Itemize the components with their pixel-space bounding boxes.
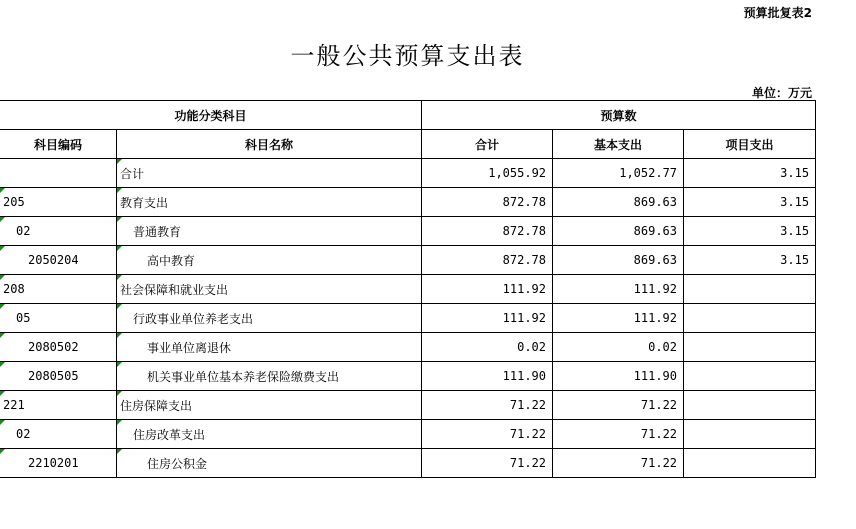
- header-function-category: 功能分类科目: [0, 101, 422, 130]
- project-expenditure-cell: [684, 362, 816, 391]
- project-expenditure-cell: 3.15: [684, 246, 816, 275]
- total-cell: 872.78: [422, 246, 553, 275]
- total-cell: 71.22: [422, 420, 553, 449]
- basic-expenditure-cell: 869.63: [553, 217, 684, 246]
- subject-name-cell: 机关事业单位基本养老保险缴费支出: [117, 362, 422, 391]
- subject-name-cell: 住房保障支出: [117, 391, 422, 420]
- basic-expenditure-cell: 869.63: [553, 246, 684, 275]
- form-number-label: 预算批复表2: [743, 6, 812, 20]
- project-expenditure-cell: 3.15: [684, 159, 816, 188]
- subject-name-cell: 事业单位离退休: [117, 333, 422, 362]
- project-expenditure-cell: [684, 449, 816, 478]
- subject-name-cell: 住房公积金: [117, 449, 422, 478]
- page-title: 一般公共预算支出表: [290, 42, 525, 70]
- subject-name-cell: 行政事业单位养老支出: [117, 304, 422, 333]
- subject-code-cell: 208: [0, 275, 117, 304]
- header-column-row: [0, 130, 816, 159]
- table-row: [0, 391, 816, 420]
- table-row: [0, 449, 816, 478]
- basic-expenditure-cell: 71.22: [553, 449, 684, 478]
- project-expenditure-cell: [684, 333, 816, 362]
- basic-expenditure-cell: 111.92: [553, 304, 684, 333]
- table-row: [0, 275, 816, 304]
- project-expenditure-cell: 3.15: [684, 188, 816, 217]
- basic-expenditure-cell: 71.22: [553, 420, 684, 449]
- subject-code-cell: 05: [0, 304, 117, 333]
- table-row: [0, 188, 816, 217]
- subject-code-cell: 2080502: [0, 333, 117, 362]
- subject-code-cell: 2210201: [0, 449, 117, 478]
- project-expenditure-cell: [684, 420, 816, 449]
- basic-expenditure-cell: 111.90: [553, 362, 684, 391]
- project-expenditure-cell: [684, 275, 816, 304]
- header-budget-amount: 预算数: [422, 101, 816, 130]
- basic-expenditure-cell: 869.63: [553, 188, 684, 217]
- subject-name-cell: 社会保障和就业支出: [117, 275, 422, 304]
- table-row: [0, 159, 816, 188]
- project-expenditure-cell: [684, 304, 816, 333]
- total-cell: 1,055.92: [422, 159, 553, 188]
- subject-name-cell: 住房改革支出: [117, 420, 422, 449]
- table-row: [0, 304, 816, 333]
- header-subject-name: 科目名称: [117, 130, 422, 159]
- subject-name-cell: 高中教育: [117, 246, 422, 275]
- budget-table: [0, 100, 816, 478]
- total-cell: 111.90: [422, 362, 553, 391]
- table-row: [0, 246, 816, 275]
- total-cell: 71.22: [422, 391, 553, 420]
- table-row: [0, 217, 816, 246]
- subject-name-cell: 教育支出: [117, 188, 422, 217]
- total-cell: 0.02: [422, 333, 553, 362]
- basic-expenditure-cell: 0.02: [553, 333, 684, 362]
- total-cell: 111.92: [422, 275, 553, 304]
- table-row: [0, 420, 816, 449]
- subject-name-cell: 合计: [117, 159, 422, 188]
- subject-code-cell: 2080505: [0, 362, 117, 391]
- header-project-expenditure: 项目支出: [684, 130, 816, 159]
- header-group-row: [0, 101, 816, 130]
- table-row: [0, 333, 816, 362]
- subject-code-cell: 02: [0, 217, 117, 246]
- subject-code-cell: 221: [0, 391, 117, 420]
- total-cell: 872.78: [422, 217, 553, 246]
- header-basic-expenditure: 基本支出: [553, 130, 684, 159]
- total-cell: 872.78: [422, 188, 553, 217]
- table-body: [0, 159, 816, 478]
- header-subject-code: 科目编码: [0, 130, 117, 159]
- basic-expenditure-cell: 71.22: [553, 391, 684, 420]
- subject-name-cell: 普通教育: [117, 217, 422, 246]
- total-cell: 111.92: [422, 304, 553, 333]
- basic-expenditure-cell: 1,052.77: [553, 159, 684, 188]
- basic-expenditure-cell: 111.92: [553, 275, 684, 304]
- table-row: [0, 362, 816, 391]
- subject-code-cell: 205: [0, 188, 117, 217]
- unit-label: 单位：万元: [751, 86, 812, 100]
- project-expenditure-cell: [684, 391, 816, 420]
- total-cell: 71.22: [422, 449, 553, 478]
- header-total: 合计: [422, 130, 553, 159]
- subject-code-cell: 2050204: [0, 246, 117, 275]
- subject-code-cell: 02: [0, 420, 117, 449]
- project-expenditure-cell: 3.15: [684, 217, 816, 246]
- subject-code-cell: [0, 159, 117, 188]
